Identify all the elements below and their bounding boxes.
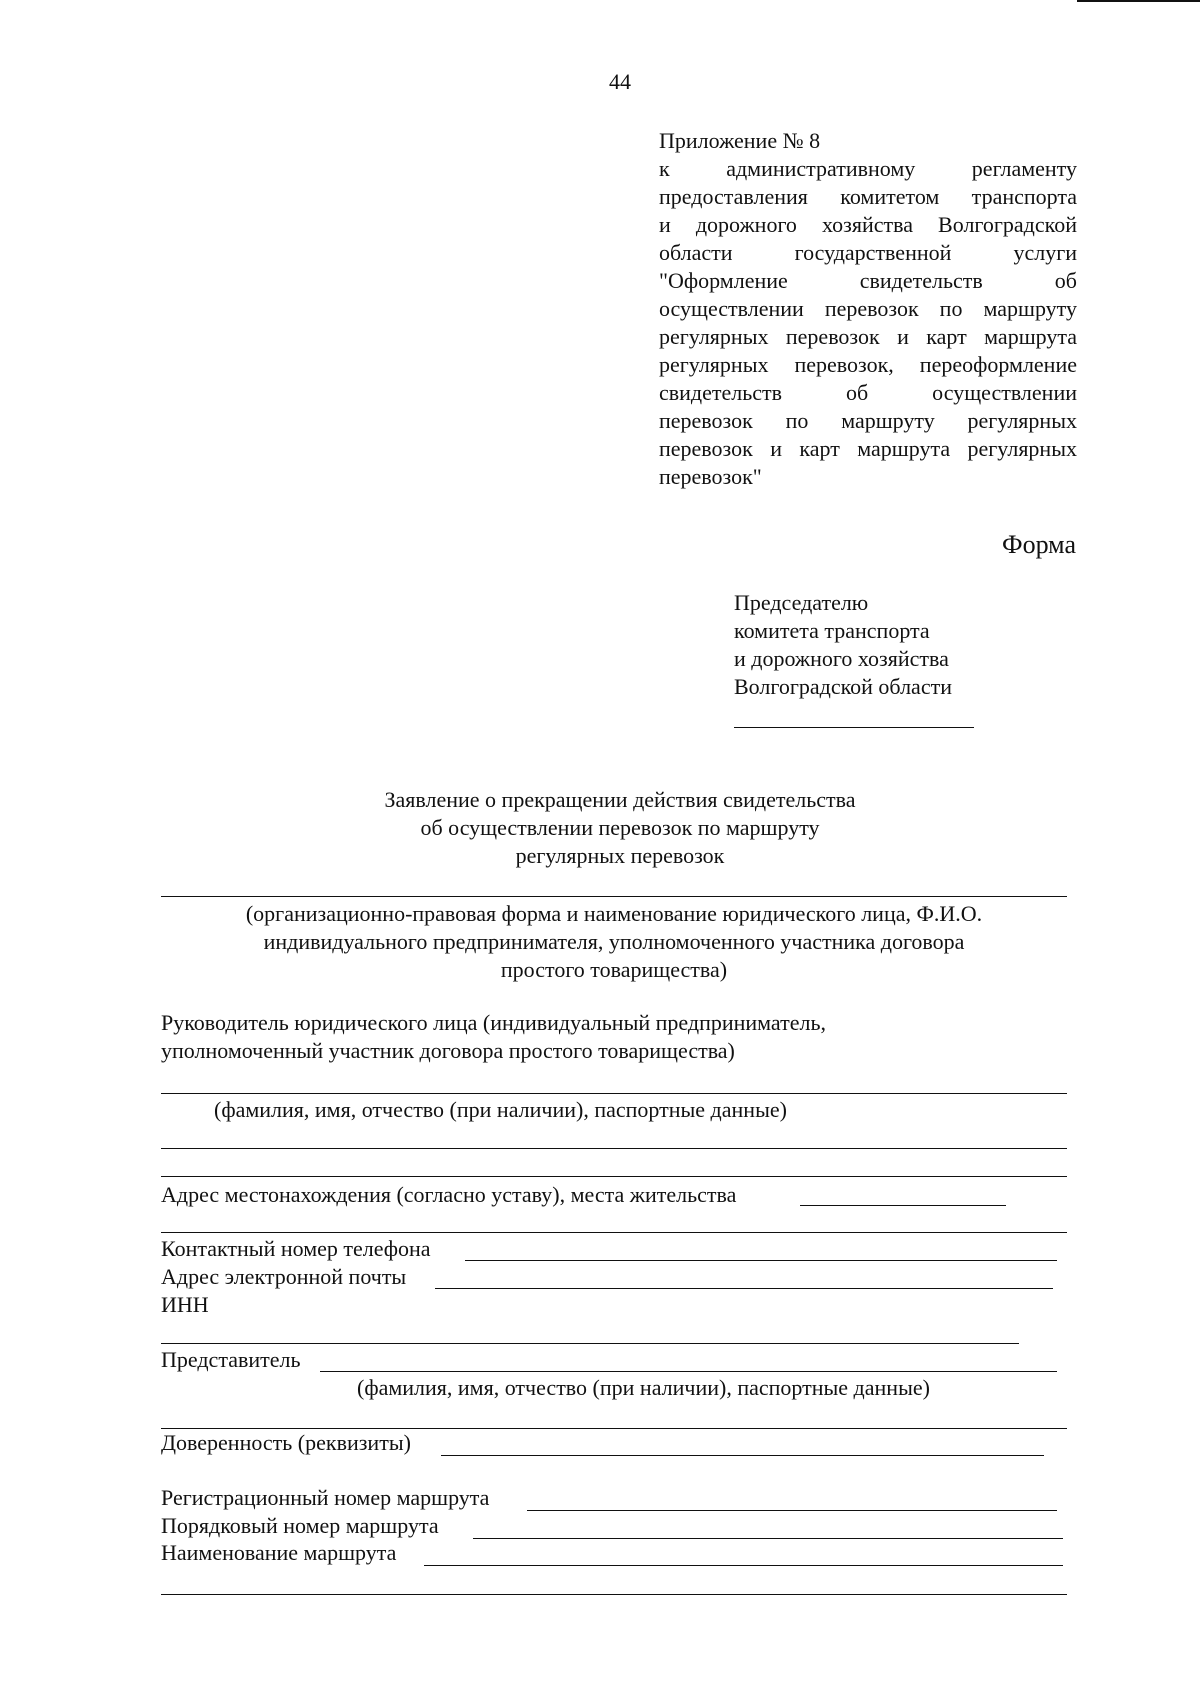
appendix-line: регулярных перевозок и карт маршрута: [659, 324, 1077, 349]
reg-number-label: Регистрационный номер маршрута: [161, 1485, 490, 1510]
email-label: Адрес электронной почты: [161, 1264, 407, 1289]
addressee-line: комитета транспорта: [734, 618, 930, 643]
route-name-input-line[interactable]: [424, 1565, 1063, 1566]
representative-caption: (фамилия, имя, отчество (при наличии), паспортные данные): [357, 1375, 930, 1400]
appendix-line: области государственной услуги: [659, 240, 1077, 265]
appendix-line: регулярных перевозок, переоформление: [659, 352, 1077, 377]
power-of-attorney-label: Доверенность (реквизиты): [161, 1430, 411, 1455]
route-name-label: Наименование маршрута: [161, 1540, 397, 1565]
representative-label: Представитель: [161, 1347, 301, 1372]
document-title: [0, 786, 1200, 870]
appendix-line: "Оформление свидетельств об: [659, 268, 1077, 293]
appendix-line: перевозок": [659, 464, 762, 489]
route-name-blank-line[interactable]: [161, 1594, 1067, 1595]
serial-number-label: Порядковый номер маршрута: [161, 1513, 439, 1538]
appendix-line: предоставления комитетом транспорта: [659, 184, 1077, 209]
scan-edge-line: [1077, 0, 1200, 2]
phone-input-line[interactable]: [465, 1260, 1057, 1261]
appendix-line: осуществлении перевозок по маршруту: [659, 296, 1077, 321]
appendix-block: [659, 127, 1077, 491]
form-label: Форма: [1002, 530, 1076, 559]
head-line: уполномоченный участник договора простого товарищества): [161, 1038, 735, 1063]
inn-blank-line[interactable]: [161, 1343, 1019, 1344]
head-blank-line-2[interactable]: [161, 1148, 1067, 1149]
email-input-line[interactable]: [435, 1288, 1053, 1289]
reg-number-input-line[interactable]: [527, 1510, 1057, 1511]
appendix-line: свидетельств об осуществлении: [659, 380, 1077, 405]
org-caption-line: индивидуального предпринимателя, уполномоченного участника договора: [263, 929, 965, 954]
org-caption-line: (организационно-правовая форма и наименование юридического лица, Ф.И.О.: [245, 901, 983, 926]
appendix-line: перевозок по маршруту регулярных: [659, 408, 1077, 433]
org-caption-line: простого товарищества): [500, 957, 728, 982]
appendix-line: Приложение № 8: [659, 128, 821, 153]
head-blank-line[interactable]: [161, 1093, 1067, 1094]
head-line: Руководитель юридического лица (индивидуальный предприниматель,: [161, 1010, 827, 1035]
appendix-line: и дорожного хозяйства Волгоградской: [659, 212, 1077, 237]
appendix-line: к административному регламенту: [659, 156, 1077, 181]
address-input-line[interactable]: [800, 1205, 1006, 1206]
addressee-line: и дорожного хозяйства: [734, 646, 949, 671]
addressee-line: Председателю: [734, 590, 869, 615]
representative-input-line[interactable]: [320, 1371, 1057, 1372]
addressee-line: Волгоградской области: [734, 674, 952, 699]
address-blank-line[interactable]: [161, 1232, 1067, 1233]
title-line: об осуществлении перевозок по маршруту: [420, 815, 820, 840]
appendix-line: перевозок и карт маршрута регулярных: [659, 436, 1077, 461]
page-number: 44: [609, 69, 631, 94]
addressee-block: [734, 589, 952, 701]
inn-label: ИНН: [161, 1292, 209, 1317]
org-caption: [161, 900, 1067, 984]
title-line: Заявление о прекращении действия свидетельства: [384, 787, 856, 812]
title-line: регулярных перевозок: [515, 843, 725, 868]
address-label: Адрес местонахождения (согласно уставу), места жительства: [161, 1182, 737, 1207]
head-caption: (фамилия, имя, отчество (при наличии), паспортные данные): [214, 1097, 787, 1122]
addressee-blank-line[interactable]: [734, 727, 974, 728]
head-label: [161, 1009, 826, 1065]
organization-blank-line[interactable]: [161, 896, 1067, 897]
phone-label: Контактный номер телефона: [161, 1236, 431, 1261]
head-blank-line-3[interactable]: [161, 1176, 1067, 1177]
serial-number-input-line[interactable]: [473, 1538, 1063, 1539]
power-of-attorney-input-line[interactable]: [441, 1455, 1044, 1456]
